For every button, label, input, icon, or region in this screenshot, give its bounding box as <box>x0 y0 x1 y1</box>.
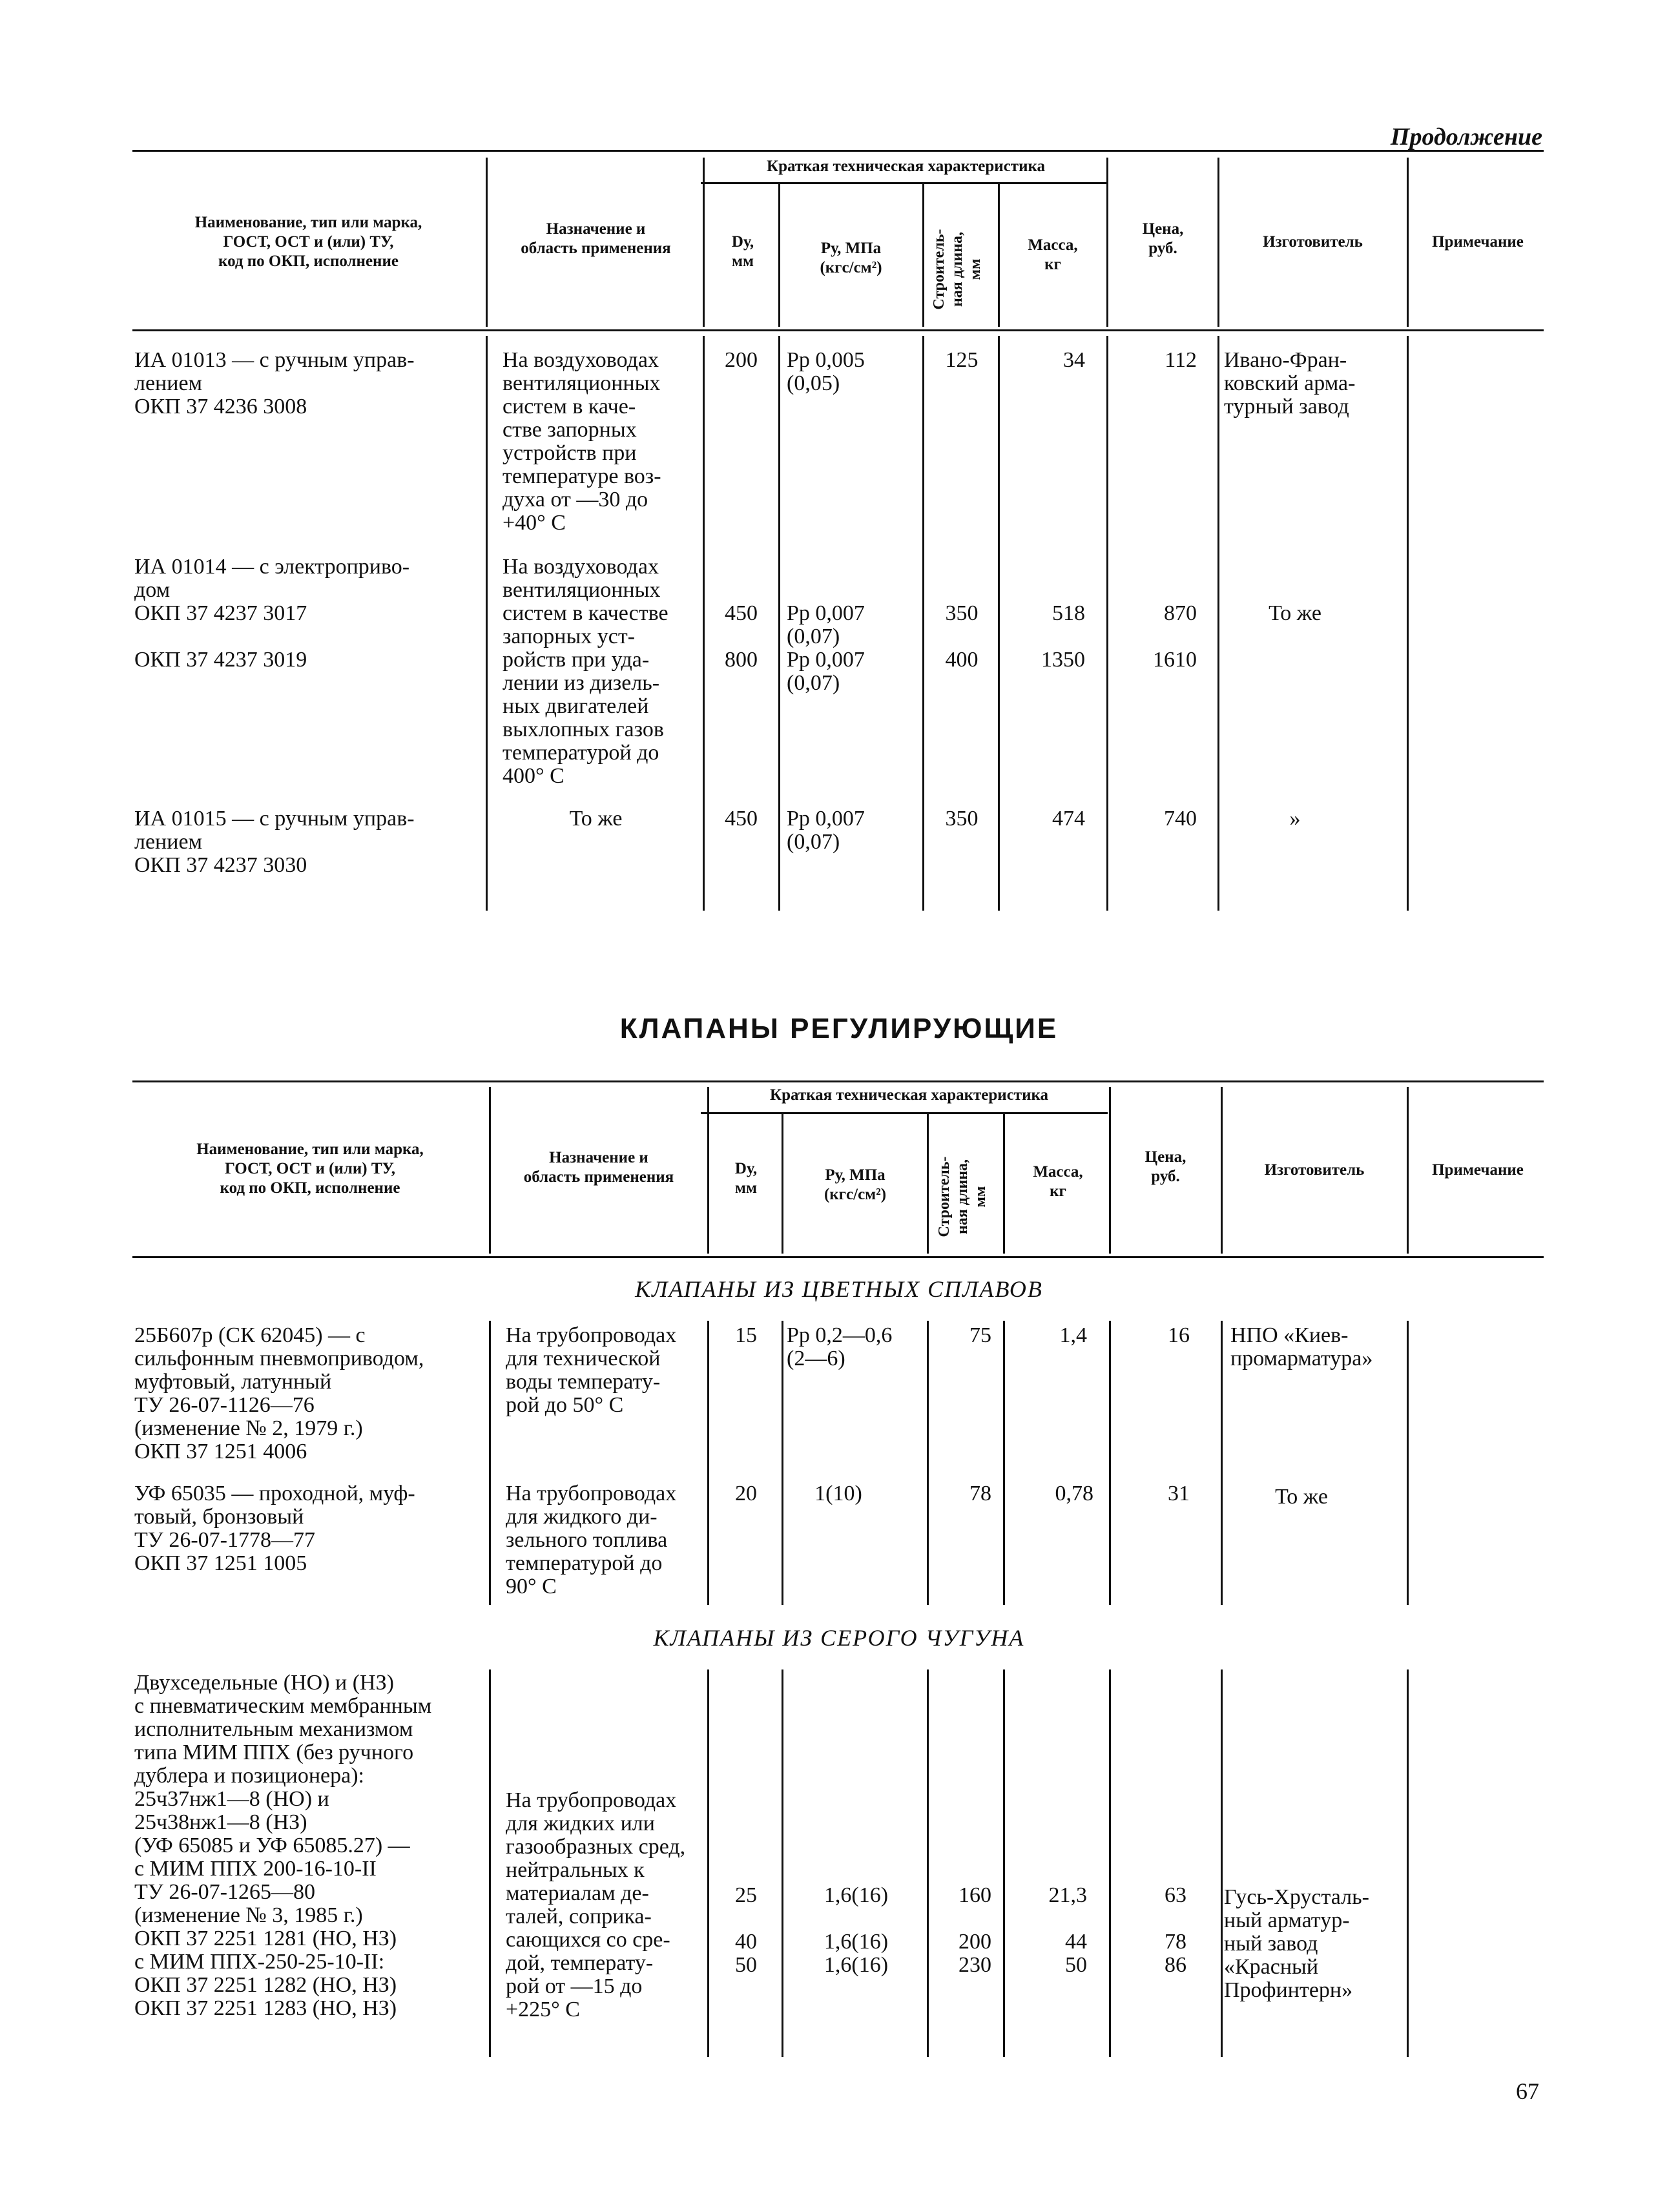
row2-mass: 518 1350 <box>1041 601 1085 672</box>
subsection-gray-iron: КЛАПАНЫ ИЗ СЕРОГО ЧУГУНА <box>653 1625 1025 1651</box>
rowA2-maker: То же <box>1275 1485 1328 1509</box>
rowA2-price: 31 <box>1168 1482 1190 1505</box>
header2-py: Pу, МПа (кгс/см²) <box>823 1166 887 1203</box>
row2-name: ИА 01014 — с электроприво- дом ОКП 37 4237 3017 ОКП 37 4237 3019 <box>134 555 410 672</box>
row1-name: ИА 01013 — с ручным управ- лением ОКП 37 4236 3008 <box>134 348 415 419</box>
header-price: Цена, руб. <box>1142 220 1184 257</box>
row2-price: 870 1610 <box>1153 601 1197 672</box>
rowB1-price: 63 78 86 <box>1165 1883 1186 1977</box>
row1-price: 112 <box>1165 348 1197 372</box>
rowA1-py: Pр 0,2—0,6 (2—6) <box>787 1323 893 1370</box>
row3-dy: 450 <box>725 807 758 831</box>
header2-purpose: Назначение и область применения <box>523 1149 674 1186</box>
row2-dy: 450 800 <box>725 601 758 672</box>
row2-length: 350 400 <box>945 601 979 672</box>
row3-mass: 474 <box>1052 807 1085 831</box>
header2-price: Цена, руб. <box>1145 1148 1186 1185</box>
row3-maker: » <box>1289 807 1301 831</box>
header-note: Примечание <box>1432 233 1524 251</box>
row1-mass: 34 <box>1063 348 1085 372</box>
row1-py: Pр 0,005 (0,05) <box>787 348 865 395</box>
header-maker: Изготовитель <box>1263 233 1363 251</box>
rowA2-dy: 20 <box>735 1482 757 1505</box>
header2-note: Примечание <box>1432 1161 1524 1179</box>
row3-py: Pр 0,007 (0,07) <box>787 807 865 854</box>
header-mass: Масса, кг <box>1028 236 1078 273</box>
row3-name: ИА 01015 — с ручным управ- лением ОКП 37 4237 3030 <box>134 807 415 877</box>
header-length: Строитель- ная длина, мм <box>931 229 984 310</box>
header-dy: Dу, мм <box>731 233 754 270</box>
header2-name: Наименование, тип или марка, ГОСТ, ОСТ и (или) ТУ, код по ОКП, исполнение <box>196 1141 424 1197</box>
header-group: Краткая техническая характеристика <box>766 158 1046 175</box>
row2-maker: То же <box>1269 601 1321 625</box>
rowB1-length: 160 200 230 <box>958 1883 991 1977</box>
rowB1-py: 1,6(16) 1,6(16) 1,6(16) <box>823 1883 889 1977</box>
header2-length: Строитель- ная длина, мм <box>936 1156 989 1237</box>
section-title: КЛАПАНЫ РЕГУЛИРУЮЩИЕ <box>619 1013 1059 1044</box>
header2-mass: Масса, кг <box>1033 1163 1083 1200</box>
rowB1-maker: Гусь-Хрусталь- ный арматур- ный завод «Красный Профинтерн» <box>1224 1885 1369 2002</box>
row1-length: 125 <box>945 348 979 372</box>
header-purpose: Назначение и область применения <box>521 220 671 257</box>
row1-maker: Ивано-Фран- ковский арма- турный завод <box>1224 348 1356 419</box>
row1-purpose: На воздуховодах вентиляционных систем в каче- стве запорных устройств при температуре воз- духа от —30 до +40° С <box>502 348 661 535</box>
rowA2-name: УФ 65035 — проходной, муф- товый, бронзовый ТУ 26-07-1778—77 ОКП 37 1251 1005 <box>134 1482 415 1575</box>
rowA2-length: 78 <box>969 1482 991 1505</box>
rowA1-name: 25Б607р (СК 62045) — с сильфонным пневмоприводом, муфтовый, латунный ТУ 26-07-1126—76 (изменение № 2, 1979 г.) ОКП 37 1251 4006 <box>134 1323 424 1463</box>
rowA1-length: 75 <box>969 1323 991 1347</box>
rowA1-price: 16 <box>1168 1323 1190 1347</box>
rowA2-purpose: На трубопроводах для жидкого ди- зельного топлива температурой до 90° С <box>506 1482 677 1598</box>
row2-py: Pр 0,007 (0,07) Pр 0,007 (0,07) <box>787 601 865 695</box>
rowB1-mass: 21,3 44 50 <box>1048 1883 1087 1977</box>
rowB1-dy: 25 40 50 <box>735 1883 757 1977</box>
rowA1-purpose: На трубопроводах для технической воды температу- рой до 50° С <box>506 1323 677 1417</box>
rowA2-py: 1(10) <box>814 1482 862 1505</box>
row3-price: 740 <box>1164 807 1197 831</box>
page-number: 67 <box>1516 2078 1539 2104</box>
row1-dy: 200 <box>725 348 758 372</box>
header-name: Наименование, тип или марка, ГОСТ, ОСТ и (или) ТУ, код по ОКП, исполнение <box>194 214 422 270</box>
rowB1-purpose: На трубопроводах для жидких или газообразных сред, нейтральных к материалам де- талей, соприка- сающихся со сре- дой, температу- рой от —15 до +225° С <box>506 1788 686 2021</box>
subsection-nonferrous: КЛАПАНЫ ИЗ ЦВЕТНЫХ СПЛАВОВ <box>635 1276 1043 1302</box>
continuation-label: Продолжение <box>1390 123 1542 150</box>
row2-purpose: На воздуховодах вентиляционных систем в качестве запорных уст- ройств при уда- лении из дизель- ных двигателей выхлопных газов температурой до 400° С <box>502 555 668 788</box>
rowA2-mass: 0,78 <box>1055 1482 1093 1505</box>
rowB1-name: Двухседельные (НО) и (НЗ) с пневматическим мембранным исполнительным механизмом типа МИМ ППХ (без ручного дублера и позиционера): 25ч37нж1—8 (НО) и 25ч38нж1—8 (НЗ) (УФ 65085 и УФ 65085.27) — с МИМ ППХ 200-16-10-II ТУ 26-07-1265—80 (изменение № 3, 1985 г.) ОКП 37 2251 1281 (НО, НЗ) с МИМ ППХ-250-25-10-II: ОКП 37 2251 1282 (НО, НЗ) ОКП 37 2251 1283 (НО, НЗ) <box>134 1671 432 2020</box>
row3-length: 350 <box>945 807 979 831</box>
header2-maker: Изготовитель <box>1264 1161 1365 1179</box>
rowA1-mass: 1,4 <box>1059 1323 1087 1347</box>
header2-group: Краткая техническая характеристика <box>769 1086 1049 1104</box>
header2-dy: Dу, мм <box>734 1160 758 1197</box>
row3-purpose: То же <box>569 807 623 831</box>
rowA1-dy: 15 <box>735 1323 757 1347</box>
header-py: Pу, МПа (кгс/см²) <box>820 240 882 276</box>
rowA1-maker: НПО «Киев- промарматура» <box>1230 1323 1373 1370</box>
